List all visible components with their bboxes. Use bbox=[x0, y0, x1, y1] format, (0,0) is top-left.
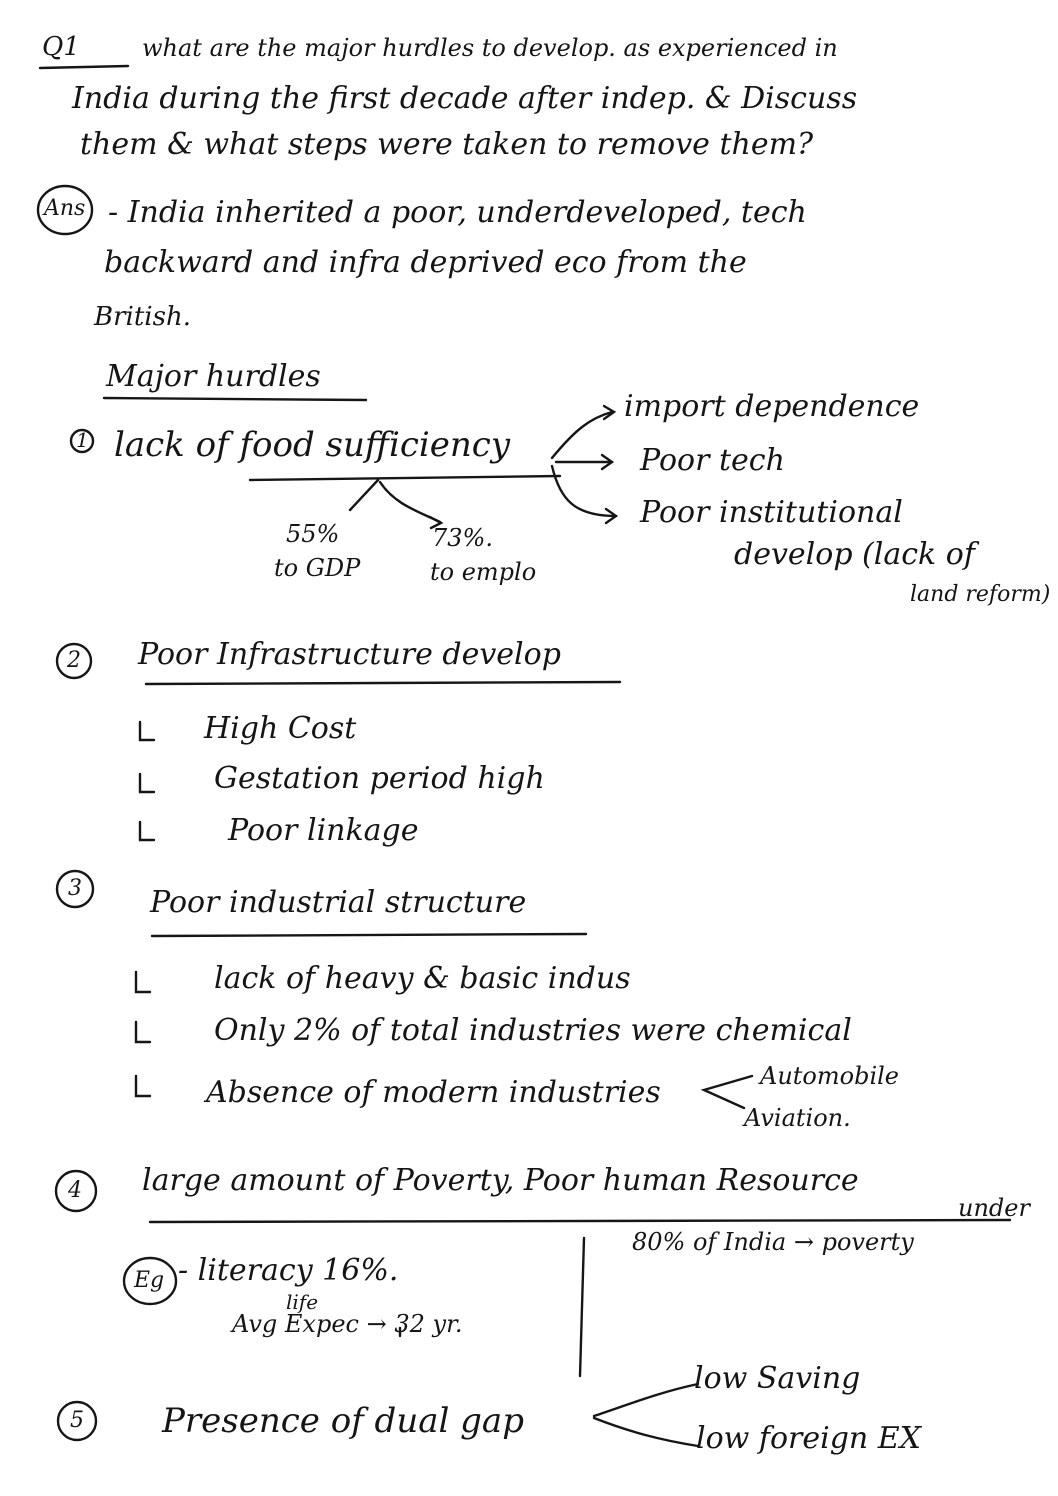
stat-emplo-value: 73%. bbox=[432, 524, 493, 552]
hurdle-1-branch-land-reform: land reform) bbox=[910, 582, 1051, 607]
question-line-2: India during the first decade after indep. & Discuss bbox=[72, 81, 858, 116]
hurdle-4-title: large amount of Poverty, Poor human Resource bbox=[142, 1163, 859, 1198]
hurdles-heading: Major hurdles bbox=[106, 359, 321, 394]
hurdle-2-point-3: Poor linkage bbox=[228, 813, 419, 848]
hurdle-2-title: Poor Infrastructure develop bbox=[138, 637, 561, 672]
hurdle-3-point-1: lack of heavy & basic indus bbox=[214, 961, 631, 996]
heading-underline bbox=[104, 398, 366, 400]
question-label: Q1 bbox=[42, 32, 80, 62]
gap-low-foreign-ex: low foreign EX bbox=[696, 1421, 922, 1456]
hurdle-1-branch-import: import dependence bbox=[624, 389, 920, 424]
arrow-gdp bbox=[350, 480, 378, 510]
answer-line-3: British. bbox=[94, 302, 191, 332]
hurdle-3-title: Poor industrial structure bbox=[150, 885, 527, 920]
gap-arrow-saving bbox=[594, 1384, 698, 1416]
hurdle-3-point-3: Absence of modern industries bbox=[206, 1075, 661, 1110]
hurdle-4-underline bbox=[150, 1220, 1010, 1222]
answer-label: Ans bbox=[44, 196, 86, 221]
hurdle-3-number: 3 bbox=[68, 876, 82, 901]
divider-line bbox=[580, 1238, 584, 1376]
hurdle-2-point-1: High Cost bbox=[204, 711, 357, 746]
question-line-1: what are the major hurdles to develop. as experienced in bbox=[142, 34, 838, 62]
example-label: Eg bbox=[134, 1268, 165, 1293]
hurdle-1-branch-tech: Poor tech bbox=[640, 443, 785, 478]
point-arrow-2-3 bbox=[140, 822, 154, 840]
hurdle-1-branch-develop: develop (lack of bbox=[734, 537, 975, 572]
modern-example-aviation: Aviation. bbox=[744, 1104, 851, 1132]
stat-gdp-value: 55% bbox=[286, 520, 340, 548]
hurdle-5-title: Presence of dual gap bbox=[162, 1401, 524, 1441]
stat-gdp-label: to GDP bbox=[274, 554, 361, 582]
point-arrow-3-3 bbox=[136, 1076, 150, 1096]
point-arrow-3-2 bbox=[136, 1022, 150, 1042]
hurdle-4-number: 4 bbox=[68, 1178, 82, 1203]
answer-line-1: - India inherited a poor, underdeveloped, tech bbox=[108, 195, 807, 230]
point-arrow-3-1 bbox=[136, 972, 150, 992]
poverty-under: under bbox=[958, 1194, 1030, 1222]
life-expectancy: Avg Expec → 32 yr. bbox=[232, 1310, 463, 1338]
question-line-3: them & what steps were taken to remove them? bbox=[80, 127, 814, 162]
gap-arrow-foreign bbox=[594, 1418, 698, 1446]
hurdle-1-underline bbox=[250, 476, 560, 480]
poverty-note: 80% of India → poverty bbox=[632, 1228, 914, 1256]
hurdle-1-title: lack of food sufficiency bbox=[114, 425, 511, 465]
literacy-note: - literacy 16%. bbox=[178, 1253, 399, 1288]
question-label-underline bbox=[40, 66, 128, 68]
arrow-emplo bbox=[380, 482, 440, 522]
hurdle-1-branch-institutional: Poor institutional bbox=[640, 495, 903, 530]
point-arrow-2-2 bbox=[140, 774, 154, 792]
life-note: life bbox=[286, 1290, 319, 1314]
gap-low-saving: low Saving bbox=[694, 1361, 861, 1396]
stat-emplo-label: to emplo bbox=[430, 558, 537, 586]
hurdle-5-number: 5 bbox=[70, 1408, 84, 1433]
hurdle-2-underline bbox=[146, 682, 620, 684]
hurdle-1-number: 1 bbox=[76, 428, 89, 452]
modern-example-automobile: Automobile bbox=[760, 1062, 900, 1090]
hurdle-3-underline bbox=[152, 934, 586, 936]
hurdle-3-point-2: Only 2% of total industries were chemical bbox=[214, 1013, 852, 1048]
answer-line-2: backward and infra deprived eco from the bbox=[104, 245, 747, 280]
hurdle-2-point-2: Gestation period high bbox=[214, 761, 545, 796]
hurdle-2-number: 2 bbox=[67, 648, 81, 673]
point-arrow-2-1 bbox=[140, 722, 154, 740]
